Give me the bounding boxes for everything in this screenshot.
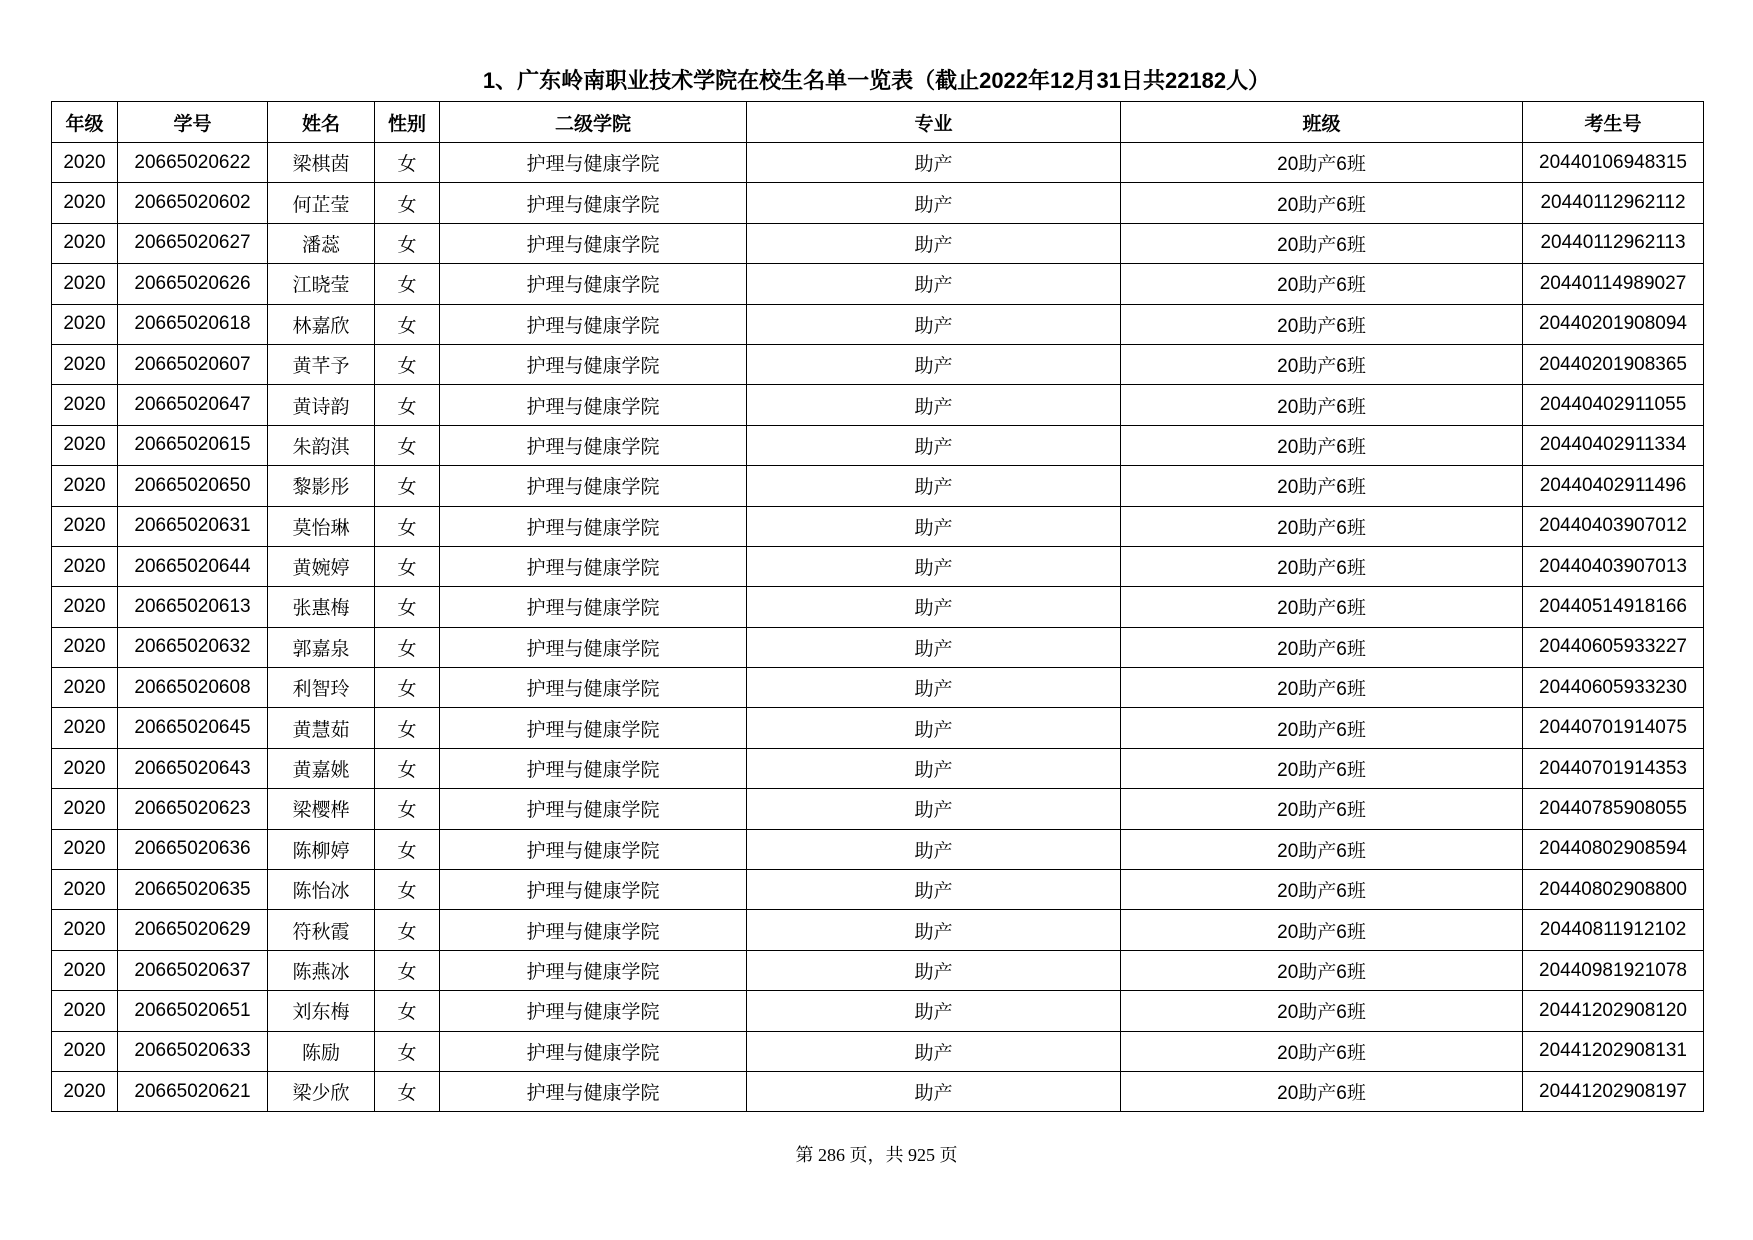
grade-cell: 2020: [52, 385, 118, 425]
table-row: [52, 546, 1704, 586]
exam-number-cell: 20441202908131: [1523, 1031, 1704, 1071]
class-cell: 20助产6班: [1121, 506, 1523, 546]
student-id-cell: 20665020608: [118, 668, 268, 708]
college-cell: 护理与健康学院: [440, 910, 747, 950]
college-cell: 护理与健康学院: [440, 950, 747, 990]
grade-cell: 2020: [52, 1031, 118, 1071]
name-cell: 符秋霞: [268, 910, 375, 950]
student-id-cell: 20665020618: [118, 304, 268, 344]
exam-number-cell: 20440605933230: [1523, 668, 1704, 708]
table-row: [52, 143, 1704, 183]
table-row: [52, 789, 1704, 829]
name-cell: 黄芊予: [268, 344, 375, 384]
major-cell: 助产: [747, 264, 1121, 304]
college-cell: 护理与健康学院: [440, 1031, 747, 1071]
table-row: [52, 466, 1704, 506]
college-cell: 护理与健康学院: [440, 223, 747, 263]
exam-number-cell: 20440802908594: [1523, 829, 1704, 869]
gender-cell: 女: [375, 668, 440, 708]
table-row: [52, 223, 1704, 263]
college-cell: 护理与健康学院: [440, 344, 747, 384]
gender-cell: 女: [375, 950, 440, 990]
exam-number-cell: 20440403907013: [1523, 546, 1704, 586]
name-cell: 黄婉婷: [268, 546, 375, 586]
class-cell: 20助产6班: [1121, 546, 1523, 586]
gender-cell: 女: [375, 789, 440, 829]
name-cell: 黄嘉姚: [268, 748, 375, 788]
class-cell: 20助产6班: [1121, 587, 1523, 627]
grade-cell: 2020: [52, 991, 118, 1031]
exam-number-cell: 20440605933227: [1523, 627, 1704, 667]
college-cell: 护理与健康学院: [440, 466, 747, 506]
class-cell: 20助产6班: [1121, 627, 1523, 667]
student-id-cell: 20665020627: [118, 223, 268, 263]
class-cell: 20助产6班: [1121, 870, 1523, 910]
name-cell: 潘蕊: [268, 223, 375, 263]
page-footer: 第 286 页，共 925 页: [795, 1145, 958, 1165]
name-cell: 黄诗韵: [268, 385, 375, 425]
table-row: [52, 708, 1704, 748]
major-cell: 助产: [747, 223, 1121, 263]
student-id-cell: 20665020635: [118, 870, 268, 910]
class-cell: 20助产6班: [1121, 425, 1523, 465]
major-cell: 助产: [747, 668, 1121, 708]
major-cell: 助产: [747, 304, 1121, 344]
class-cell: 20助产6班: [1121, 668, 1523, 708]
exam-number-cell: 20440701914353: [1523, 748, 1704, 788]
grade-cell: 2020: [52, 870, 118, 910]
student-id-cell: 20665020626: [118, 264, 268, 304]
grade-cell: 2020: [52, 466, 118, 506]
class-cell: 20助产6班: [1121, 708, 1523, 748]
name-cell: 陈柳婷: [268, 829, 375, 869]
exam-number-cell: 20440201908094: [1523, 304, 1704, 344]
grade-cell: 2020: [52, 748, 118, 788]
exam-number-cell: 20440785908055: [1523, 789, 1704, 829]
table-header-row: [52, 102, 1704, 143]
table-row: [52, 425, 1704, 465]
major-cell: 助产: [747, 385, 1121, 425]
class-cell: 20助产6班: [1121, 910, 1523, 950]
class-cell: 20助产6班: [1121, 829, 1523, 869]
student-id-cell: 20665020645: [118, 708, 268, 748]
major-cell: 助产: [747, 789, 1121, 829]
major-cell: 助产: [747, 425, 1121, 465]
class-cell: 20助产6班: [1121, 789, 1523, 829]
table-row: [52, 910, 1704, 950]
exam-number-cell: 20440112962113: [1523, 223, 1704, 263]
college-cell: 护理与健康学院: [440, 546, 747, 586]
student-id-cell: 20665020632: [118, 627, 268, 667]
exam-number-cell: 20440701914075: [1523, 708, 1704, 748]
grade-cell: 2020: [52, 950, 118, 990]
student-id-cell: 20665020623: [118, 789, 268, 829]
name-cell: 莫怡琳: [268, 506, 375, 546]
exam-number-cell: 20441202908197: [1523, 1071, 1704, 1111]
exam-number-cell: 20440402911496: [1523, 466, 1704, 506]
major-cell: 助产: [747, 1031, 1121, 1071]
table-row: [52, 304, 1704, 344]
student-id-cell: 20665020613: [118, 587, 268, 627]
col-header-class: 班级: [1121, 102, 1523, 143]
table-row: [52, 1031, 1704, 1071]
table-row: [52, 264, 1704, 304]
major-cell: 助产: [747, 991, 1121, 1031]
gender-cell: 女: [375, 829, 440, 869]
class-cell: 20助产6班: [1121, 1071, 1523, 1111]
student-id-cell: 20665020644: [118, 546, 268, 586]
major-cell: 助产: [747, 344, 1121, 384]
col-header-college: 二级学院: [440, 102, 747, 143]
major-cell: 助产: [747, 748, 1121, 788]
name-cell: 梁少欣: [268, 1071, 375, 1111]
exam-number-cell: 20440112962112: [1523, 183, 1704, 223]
student-id-cell: 20665020621: [118, 1071, 268, 1111]
class-cell: 20助产6班: [1121, 950, 1523, 990]
grade-cell: 2020: [52, 708, 118, 748]
college-cell: 护理与健康学院: [440, 425, 747, 465]
table-row: [52, 668, 1704, 708]
student-id-cell: 20665020647: [118, 385, 268, 425]
name-cell: 朱韵淇: [268, 425, 375, 465]
class-cell: 20助产6班: [1121, 223, 1523, 263]
gender-cell: 女: [375, 344, 440, 384]
col-header-exam-number: 考生号: [1523, 102, 1704, 143]
gender-cell: 女: [375, 1071, 440, 1111]
major-cell: 助产: [747, 870, 1121, 910]
exam-number-cell: 20440403907012: [1523, 506, 1704, 546]
student-id-cell: 20665020607: [118, 344, 268, 384]
class-cell: 20助产6班: [1121, 466, 1523, 506]
name-cell: 黎影彤: [268, 466, 375, 506]
name-cell: 陈燕冰: [268, 950, 375, 990]
major-cell: 助产: [747, 466, 1121, 506]
student-id-cell: 20665020651: [118, 991, 268, 1031]
student-id-cell: 20665020636: [118, 829, 268, 869]
table-row: [52, 829, 1704, 869]
grade-cell: 2020: [52, 264, 118, 304]
gender-cell: 女: [375, 304, 440, 344]
major-cell: 助产: [747, 546, 1121, 586]
gender-cell: 女: [375, 143, 440, 183]
grade-cell: 2020: [52, 1071, 118, 1111]
major-cell: 助产: [747, 829, 1121, 869]
gender-cell: 女: [375, 385, 440, 425]
student-id-cell: 20665020643: [118, 748, 268, 788]
grade-cell: 2020: [52, 627, 118, 667]
class-cell: 20助产6班: [1121, 991, 1523, 1031]
college-cell: 护理与健康学院: [440, 748, 747, 788]
gender-cell: 女: [375, 425, 440, 465]
gender-cell: 女: [375, 506, 440, 546]
gender-cell: 女: [375, 627, 440, 667]
college-cell: 护理与健康学院: [440, 668, 747, 708]
grade-cell: 2020: [52, 304, 118, 344]
grade-cell: 2020: [52, 344, 118, 384]
class-cell: 20助产6班: [1121, 344, 1523, 384]
class-cell: 20助产6班: [1121, 143, 1523, 183]
grade-cell: 2020: [52, 668, 118, 708]
name-cell: 江晓莹: [268, 264, 375, 304]
major-cell: 助产: [747, 143, 1121, 183]
name-cell: 张惠梅: [268, 587, 375, 627]
exam-number-cell: 20440114989027: [1523, 264, 1704, 304]
college-cell: 护理与健康学院: [440, 506, 747, 546]
grade-cell: 2020: [52, 506, 118, 546]
student-id-cell: 20665020602: [118, 183, 268, 223]
col-header-grade: 年级: [52, 102, 118, 143]
major-cell: 助产: [747, 708, 1121, 748]
exam-number-cell: 20440802908800: [1523, 870, 1704, 910]
name-cell: 利智玲: [268, 668, 375, 708]
exam-number-cell: 20440811912102: [1523, 910, 1704, 950]
col-header-name: 姓名: [268, 102, 375, 143]
class-cell: 20助产6班: [1121, 304, 1523, 344]
name-cell: 何芷莹: [268, 183, 375, 223]
grade-cell: 2020: [52, 587, 118, 627]
exam-number-cell: 20440106948315: [1523, 143, 1704, 183]
grade-cell: 2020: [52, 143, 118, 183]
student-id-cell: 20665020629: [118, 910, 268, 950]
table-row: [52, 506, 1704, 546]
grade-cell: 2020: [52, 425, 118, 465]
grade-cell: 2020: [52, 183, 118, 223]
college-cell: 护理与健康学院: [440, 183, 747, 223]
gender-cell: 女: [375, 546, 440, 586]
class-cell: 20助产6班: [1121, 385, 1523, 425]
page-title: 1、广东岭南职业技术学院在校生名单一览表（截止2022年12月31日共22182人）: [482, 68, 1271, 93]
student-roster-table: [51, 101, 1704, 1112]
college-cell: 护理与健康学院: [440, 870, 747, 910]
gender-cell: 女: [375, 991, 440, 1031]
college-cell: 护理与健康学院: [440, 304, 747, 344]
gender-cell: 女: [375, 910, 440, 950]
major-cell: 助产: [747, 950, 1121, 990]
name-cell: 林嘉欣: [268, 304, 375, 344]
college-cell: 护理与健康学院: [440, 385, 747, 425]
class-cell: 20助产6班: [1121, 1031, 1523, 1071]
gender-cell: 女: [375, 223, 440, 263]
exam-number-cell: 20440402911055: [1523, 385, 1704, 425]
table-row: [52, 870, 1704, 910]
name-cell: 黄慧茹: [268, 708, 375, 748]
major-cell: 助产: [747, 627, 1121, 667]
college-cell: 护理与健康学院: [440, 264, 747, 304]
exam-number-cell: 20440514918166: [1523, 587, 1704, 627]
gender-cell: 女: [375, 870, 440, 910]
college-cell: 护理与健康学院: [440, 708, 747, 748]
grade-cell: 2020: [52, 223, 118, 263]
major-cell: 助产: [747, 506, 1121, 546]
gender-cell: 女: [375, 708, 440, 748]
student-id-cell: 20665020650: [118, 466, 268, 506]
student-id-cell: 20665020637: [118, 950, 268, 990]
class-cell: 20助产6班: [1121, 264, 1523, 304]
col-header-major: 专业: [747, 102, 1121, 143]
table-row: [52, 385, 1704, 425]
name-cell: 梁棋茵: [268, 143, 375, 183]
exam-number-cell: 20440402911334: [1523, 425, 1704, 465]
college-cell: 护理与健康学院: [440, 789, 747, 829]
student-id-cell: 20665020631: [118, 506, 268, 546]
col-header-student-id: 学号: [118, 102, 268, 143]
class-cell: 20助产6班: [1121, 748, 1523, 788]
grade-cell: 2020: [52, 546, 118, 586]
class-cell: 20助产6班: [1121, 183, 1523, 223]
exam-number-cell: 20440201908365: [1523, 344, 1704, 384]
table-row: [52, 1071, 1704, 1111]
gender-cell: 女: [375, 466, 440, 506]
student-id-cell: 20665020633: [118, 1031, 268, 1071]
grade-cell: 2020: [52, 829, 118, 869]
college-cell: 护理与健康学院: [440, 627, 747, 667]
gender-cell: 女: [375, 748, 440, 788]
table-row: [52, 587, 1704, 627]
major-cell: 助产: [747, 910, 1121, 950]
gender-cell: 女: [375, 587, 440, 627]
major-cell: 助产: [747, 183, 1121, 223]
table-row: [52, 344, 1704, 384]
name-cell: 刘东梅: [268, 991, 375, 1031]
table-row: [52, 627, 1704, 667]
table-row: [52, 950, 1704, 990]
exam-number-cell: 20440981921078: [1523, 950, 1704, 990]
gender-cell: 女: [375, 183, 440, 223]
college-cell: 护理与健康学院: [440, 829, 747, 869]
table-row: [52, 748, 1704, 788]
major-cell: 助产: [747, 1071, 1121, 1111]
gender-cell: 女: [375, 264, 440, 304]
college-cell: 护理与健康学院: [440, 143, 747, 183]
college-cell: 护理与健康学院: [440, 587, 747, 627]
table-row: [52, 183, 1704, 223]
name-cell: 梁樱桦: [268, 789, 375, 829]
name-cell: 陈怡冰: [268, 870, 375, 910]
table-row: [52, 991, 1704, 1031]
major-cell: 助产: [747, 587, 1121, 627]
college-cell: 护理与健康学院: [440, 991, 747, 1031]
grade-cell: 2020: [52, 910, 118, 950]
gender-cell: 女: [375, 1031, 440, 1071]
col-header-gender: 性别: [375, 102, 440, 143]
student-id-cell: 20665020622: [118, 143, 268, 183]
college-cell: 护理与健康学院: [440, 1071, 747, 1111]
name-cell: 郭嘉泉: [268, 627, 375, 667]
exam-number-cell: 20441202908120: [1523, 991, 1704, 1031]
student-id-cell: 20665020615: [118, 425, 268, 465]
name-cell: 陈励: [268, 1031, 375, 1071]
table-body: [52, 143, 1704, 1112]
grade-cell: 2020: [52, 789, 118, 829]
